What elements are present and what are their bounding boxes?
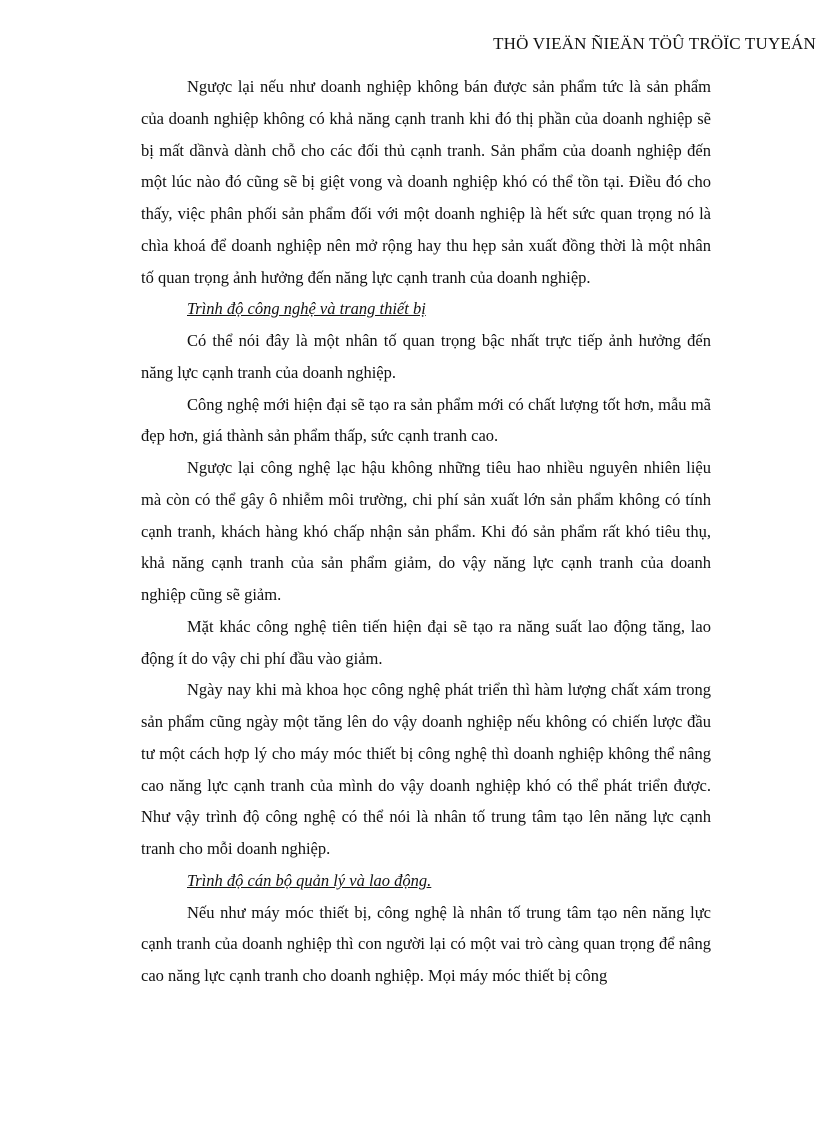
paragraph-human-factor: Nếu như máy móc thiết bị, công nghệ là nhân tố trung tâm tạo nên năng lực cạnh tranh của doanh nghiệp thì con người lại có một vai trò càng quan trọng để nâng cao năng lực cạnh tranh cho doanh nghiệp. Mọi máy móc thiết bị công	[141, 902, 711, 985]
paragraph-science-development: Ngày nay khi mà khoa học công nghệ phát triển thì hàm lượng chất xám trong sản phẩm cũng ngày một tăng lên do vậy doanh nghiệp nếu không có chiến lược đầu tư một cách hợp lý cho máy móc thiết bị công nghệ thì doanh nghiệp không thể nâng cao năng lực cạnh tranh của mình do vậy doanh nghiệp khó có thể phát triển được. Như vậy trình độ công nghệ có thể nói là nhân tố trung tâm tạo lên năng lực cạnh tranh cho mỗi doanh nghiệp.	[141, 680, 711, 858]
section-heading-management: Trình độ cán bộ quản lý và lao động.	[187, 870, 432, 890]
paragraph-distribution: Ngược lại nếu như doanh nghiệp không bán được sản phẩm tức là sản phẩm của doanh nghiệp không có khả năng cạnh tranh khi đó thị phần của doanh nghiệp sẽ bị mất dầnvà dành chỗ cho các đối thủ cạnh tranh. Sản phẩm của doanh nghiệp đến một lúc nào đó cũng sẽ bị giệt vong và doanh nghiệp khó có thể tồn tại. Điều đó cho thấy, việc phân phối sản phẩm đối với một doanh nghiệp là hết sức quan trọng nó là chìa khoá để doanh nghiệp nên mở rộng hay thu hẹp sản xuất đồng thời là một nhân tố quan trọng ảnh hưởng đến năng lực cạnh tranh của doanh nghiệp.	[141, 77, 711, 287]
section-heading-technology: Trình độ công nghệ và trang thiết bị	[187, 299, 426, 319]
page-header: THÖ VIEÄN ÑIEÄN TÖÛ TRÖÏC TUYEÁN	[493, 34, 816, 53]
paragraph-outdated-technology: Ngược lại công nghệ lạc hậu không những tiêu hao nhiều nguyên nhiên liệu mà còn có thể gây ô nhiễm môi trường, chi phí sản xuất lớn sản phẩm không có tính cạnh tranh, khách hàng khó chấp nhận sản phẩm. Khi đó sản phẩm rất khó tiêu thụ, khả năng cạnh tranh của sản phẩm giảm, do vậy năng lực cạnh tranh của doanh nghiệp cũng sẽ giảm.	[141, 458, 711, 604]
document-body	[141, 71, 711, 992]
paragraph-productivity: Mặt khác công nghệ tiên tiến hiện đại sẽ tạo ra năng suất lao động tăng, lao động ít do vậy chi phí đầu vào giảm.	[141, 616, 711, 668]
paragraph-technology-intro: Có thể nói đây là một nhân tố quan trọng bậc nhất trực tiếp ảnh hưởng đến năng lực cạnh tranh của doanh nghiệp.	[141, 331, 711, 382]
paragraph-new-technology: Công nghệ mới hiện đại sẽ tạo ra sản phẩm mới có chất lượng tốt hơn, mẫu mã đẹp hơn, giá thành sản phẩm thấp, sức cạnh tranh cao.	[141, 394, 711, 446]
